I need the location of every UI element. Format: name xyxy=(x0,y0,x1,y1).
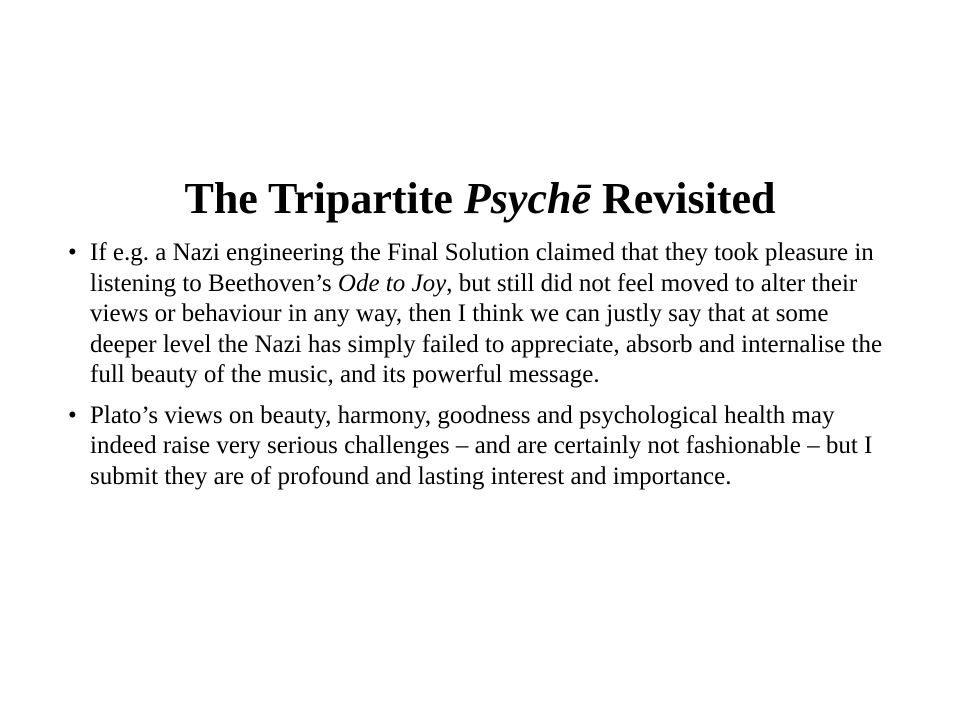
title-text-start: The Tripartite xyxy=(184,174,464,224)
bullet-text xyxy=(90,239,882,388)
bullet-1-text-end: , but still did not feel moved to alter their views or behaviour in any way, then I think we can justly say that at some deeper level the Nazi has simply failed to appreciate, absorb and internalise the full beauty of the music, and its powerful message. xyxy=(90,269,883,388)
bullet-text: Plato’s views on beauty, harmony, goodness and psychological health may indeed raise very serious challenges – and are certainly not fashionable – but I submit they are of profound and lasting interest and importance. xyxy=(90,401,873,490)
bullet-icon: • xyxy=(68,401,77,429)
slide-title xyxy=(0,171,960,227)
title-italic-psyche: Psychē xyxy=(463,174,591,224)
bullet-1-italic-ode-to-joy: Ode to Joy xyxy=(337,269,447,297)
bullet-1-text-start: If e.g. a Nazi engineering the Final Solution claimed that they took pleasure in listening to Beethoven’s xyxy=(90,239,874,297)
bullet-item-1 xyxy=(68,238,898,391)
bullet-icon: • xyxy=(68,239,77,266)
title-text-end: Revisited xyxy=(590,174,776,224)
bullet-item-2 xyxy=(68,401,898,493)
bullet-list xyxy=(68,238,898,502)
